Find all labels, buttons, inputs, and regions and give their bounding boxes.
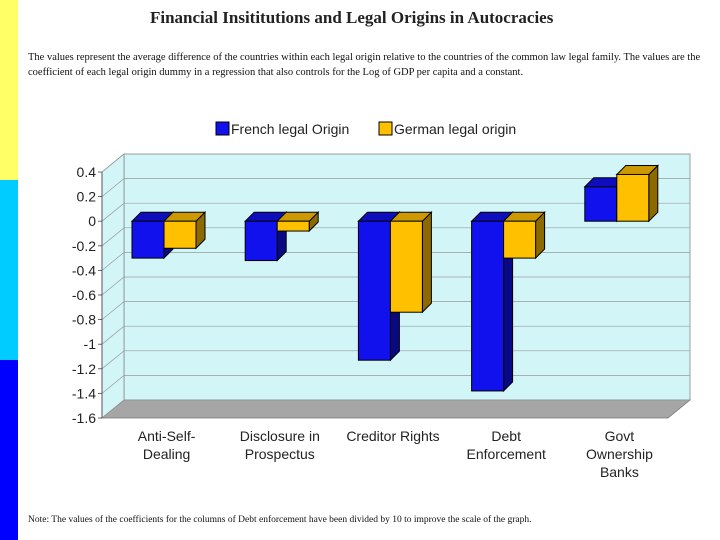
bar-front bbox=[585, 187, 617, 221]
bar-front bbox=[277, 221, 309, 231]
category-label-line: Govt bbox=[604, 428, 635, 444]
category-label bbox=[467, 428, 546, 462]
bar-front bbox=[358, 221, 390, 360]
legend-label-french: French legal Origin bbox=[231, 121, 350, 137]
bar-front bbox=[504, 221, 536, 258]
y-tick-label: -1.6 bbox=[71, 410, 96, 426]
legend-swatch-french bbox=[216, 122, 229, 135]
y-tick-label: 0.4 bbox=[76, 164, 96, 180]
category-label-line: Disclosure in bbox=[239, 428, 320, 444]
plot-floor bbox=[102, 400, 690, 418]
legend-label-german: German legal origin bbox=[394, 121, 517, 137]
slide-note: Note: The values of the coefficients for the columns of Debt enforcement have been divided by 10 to improve the scale of the graph. bbox=[28, 515, 532, 525]
y-tick-label: -0.8 bbox=[71, 311, 96, 328]
category-label-line: Creditor Rights bbox=[346, 428, 440, 444]
category-label-line: Prospectus bbox=[244, 446, 315, 462]
bar-front bbox=[132, 221, 164, 258]
category-label bbox=[586, 428, 653, 480]
y-tick-label: -0.2 bbox=[71, 237, 96, 254]
bar-front bbox=[390, 221, 422, 312]
bar-front bbox=[617, 174, 649, 221]
bar-front bbox=[164, 221, 196, 248]
y-tick-label: -0.6 bbox=[71, 287, 96, 303]
y-tick-label: -1.2 bbox=[71, 360, 96, 377]
bar-front bbox=[245, 221, 277, 260]
y-tick-label: -1 bbox=[83, 336, 96, 353]
category-label-line: Ownership bbox=[585, 446, 653, 462]
bar-german bbox=[277, 212, 318, 231]
bar-side bbox=[649, 165, 658, 221]
category-label-line: Debt bbox=[491, 428, 521, 444]
bar-german bbox=[617, 165, 658, 221]
category-label bbox=[138, 428, 196, 462]
bar-side bbox=[422, 212, 431, 312]
legend-swatch-german bbox=[379, 122, 392, 135]
category-label-line: Anti-Self- bbox=[137, 428, 196, 444]
y-tick-label: 0.2 bbox=[76, 188, 96, 205]
category-label bbox=[240, 428, 320, 462]
y-tick-label: -0.4 bbox=[71, 262, 96, 279]
bar-german bbox=[164, 212, 205, 248]
bar-german bbox=[504, 212, 545, 258]
bar-front bbox=[472, 221, 504, 391]
category-label-line: Dealing bbox=[142, 446, 191, 462]
category-label bbox=[346, 428, 439, 444]
y-tick-label: 0 bbox=[88, 213, 96, 230]
slide-description: The values represent the average difference of the countries within each legal origin relative to the countries of the common law legal family. The values are the coefficient of each legal origin dummy in a regression that also controls for the Log of GDP per capita and a constant. bbox=[28, 52, 701, 78]
y-tick-label: -1.4 bbox=[71, 385, 96, 402]
bar-german bbox=[390, 212, 431, 312]
category-label-line: Enforcement bbox=[466, 446, 546, 462]
category-label-line: Banks bbox=[599, 464, 639, 480]
slide-title: Financial Insititutions and Legal Origins in Autocracies bbox=[150, 8, 554, 27]
